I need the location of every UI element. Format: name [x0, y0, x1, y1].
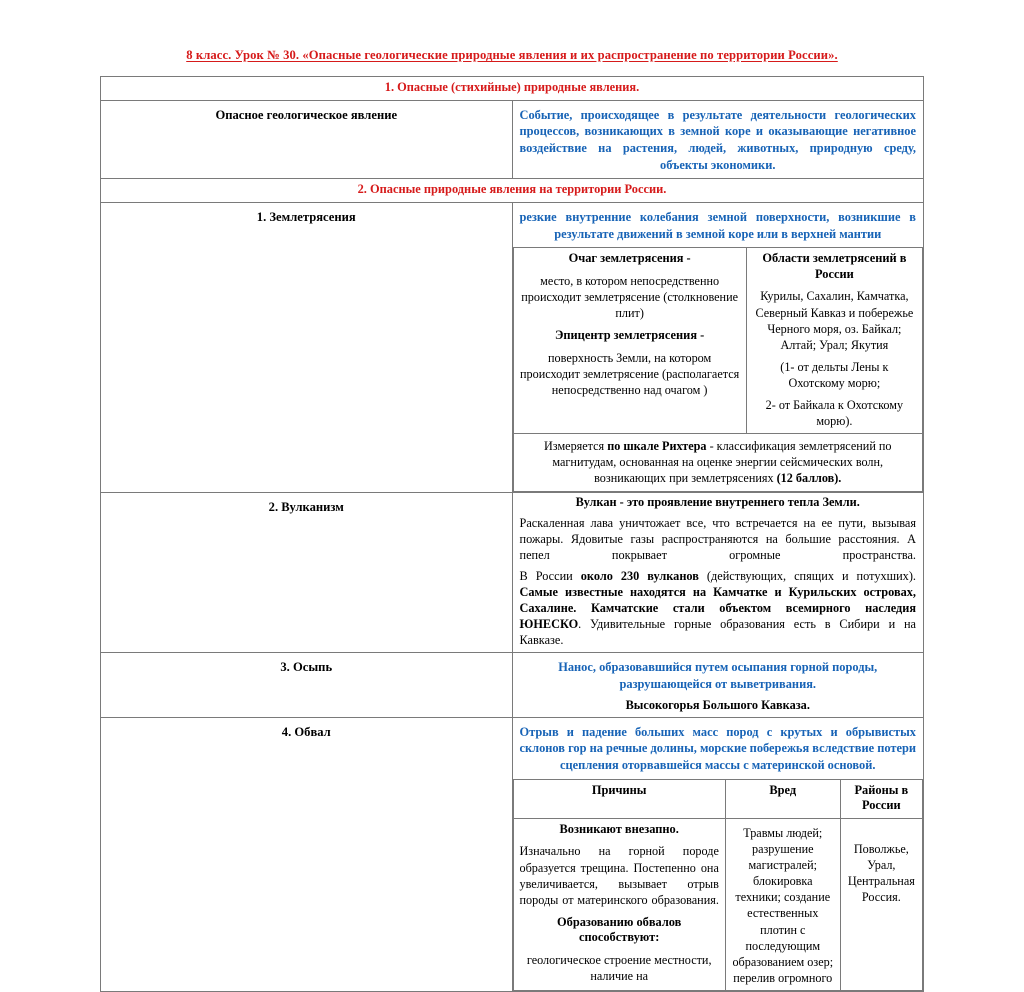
rockfall-harm-header-cell: [725, 779, 840, 818]
volcanism-count: около 230 вулканов: [580, 569, 699, 584]
earthquake-epicenter-header: Эпицентр землетрясения -: [555, 328, 705, 343]
earthquakes-subtable-header-row: [513, 248, 923, 434]
richter-points: (12 баллов).: [776, 471, 842, 486]
earthquakes-definition-text: резкие внутренние колебания земной поверхности, возникшие в результате движений в земной коре или в верхней мантии: [519, 209, 916, 241]
volcanism-p2-e: . Удивительные горные образования есть в Сибири и на Кавказе.: [519, 617, 916, 648]
rockfall-harm-text: Травмы людей; разрушение магистралей; блокировка техники; создание естественных плотин с последующим образованием озер; перелив огромного: [732, 825, 834, 985]
richter-scale-text: [514, 434, 923, 491]
earthquakes-term-cell: [101, 202, 513, 493]
table-row-scree: [101, 653, 924, 717]
definition-term-cell: [101, 100, 513, 179]
rockfall-harm-cell: [725, 818, 840, 990]
earthquake-regions-text: Курилы, Сахалин, Камчатка, Северный Кавказ и побережье Черного моря, оз. Байкал; Алтай; Урал; Якутия: [755, 289, 914, 352]
definition-text-cell: [512, 100, 924, 179]
main-content-table: [100, 76, 924, 992]
earthquakes-content-cell: [512, 202, 924, 493]
rockfall-definition-text: Отрыв и падение больших масс пород с крутых и обрывистых склонов гор на речные долины, морские побережья вследствие потери сцепления оторвавшейся массы с материнской основой.: [519, 724, 916, 773]
section1-heading-text: 1. Опасные (стихийные) природные явления.: [384, 80, 640, 94]
volcanism-famous: Самые известные находятся на Камчатке и Курильских островах, Сахалине. Камчатские стали объектом всемирного наследия ЮНЕСКО: [519, 585, 916, 632]
volcanism-content-cell: [512, 493, 924, 653]
rockfall-term-text: 4. Обвал: [281, 724, 331, 739]
page-title-container: [0, 0, 1024, 76]
earthquake-focus-cell: [513, 248, 746, 434]
scree-region-text: Высокогорья Большого Кавказа.: [625, 697, 810, 712]
table-row-volcanism: [101, 493, 924, 653]
section2-heading-cell: [101, 179, 924, 203]
table-row-definition: [101, 100, 924, 179]
volcanism-paragraph-2: [513, 567, 924, 652]
richter-scale-cell: [513, 434, 923, 492]
rockfall-subtable-header-row: [513, 779, 923, 818]
volcanism-paragraph-1: Раскаленная лава уничтожает все, что встречается на ее пути, вызывая пожары. Ядовитые газы распространяются на большие расстояния. А пепел покрывает огромные пространства.: [519, 516, 916, 563]
volcanism-p2-a: В России: [519, 569, 581, 584]
richter-prefix: Измеряется: [544, 439, 608, 454]
rockfall-subtable: [513, 779, 924, 991]
scree-definition-text: Нанос, образовавшийся путем осыпания горной породы, разрушающейся от выветривания.: [558, 660, 878, 692]
earthquake-regions-header: Области землетрясений в России: [762, 251, 907, 281]
table-row-earthquakes: [101, 202, 924, 493]
earthquake-focus-header: Очаг землетрясения -: [568, 251, 691, 266]
volcanism-term-text: 2. Вулканизм: [268, 500, 344, 515]
section1-heading-cell: [101, 77, 924, 101]
table-row-section1-heading: [101, 77, 924, 101]
scree-content-cell: [512, 653, 924, 717]
rockfall-regions-header-cell: [840, 779, 922, 818]
richter-bold-label: по шкале Рихтера: [607, 439, 707, 454]
rockfall-regions-cell: [840, 818, 922, 990]
richter-body: - классификация землетрясений по магнитудам, основанная на оценке энергии сейсмических волн, возникающих при землетрясениях: [552, 439, 892, 486]
rockfall-regions-text: Поволжье, Урал, Центральная Россия.: [847, 841, 915, 905]
earthquake-regions-note1: (1- от дельты Лены к Охотскому морю;: [780, 359, 889, 390]
rockfall-causes-cell: [513, 818, 725, 990]
section2-heading-text: 2. Опасные природные явления на территории России.: [357, 182, 667, 197]
rockfall-causes-header: Причины: [591, 782, 647, 797]
page-title: 8 класс. Урок № 30. «Опасные геологические природные явления и их распространение по территории России».: [186, 48, 838, 62]
earthquake-regions-note2: 2- от Байкала к Охотскому морю).: [765, 397, 904, 429]
rockfall-content-cell: [512, 717, 924, 991]
rockfall-causes-text: Изначально на горной породе образуется трещина. Постепенно она увеличивается, вызывает отрыв породы от материнского образования.: [519, 844, 719, 907]
rockfall-contributing-text: геологическое строение местности, наличие на: [526, 952, 712, 983]
earthquakes-term-text: 1. Землетрясения: [256, 209, 356, 224]
earthquakes-richter-row: [513, 434, 923, 492]
rockfall-contributing-subhead: Образованию обвалов способствуют:: [557, 914, 682, 945]
table-row-section2-heading: [101, 179, 924, 203]
table-row-rockfall: [101, 717, 924, 991]
volcanism-term-cell: [101, 493, 513, 653]
scree-term-text: 3. Осыпь: [280, 660, 333, 675]
rockfall-harm-header: Вред: [769, 782, 797, 797]
rockfall-causes-header-cell: [513, 779, 725, 818]
definition-term-text: Опасное геологическое явление: [215, 107, 398, 122]
earthquake-regions-cell: [746, 248, 922, 434]
rockfall-regions-header: Районы в России: [854, 782, 909, 813]
rockfall-term-cell: [101, 717, 513, 991]
volcanism-headline: Вулкан - это проявление внутреннего тепла Земли.: [575, 495, 860, 510]
scree-term-cell: [101, 653, 513, 717]
earthquake-epicenter-text: поверхность Земли, на котором происходит землетрясение (располагается непосредственно над очагом ): [520, 350, 740, 397]
earthquakes-subtable: [513, 247, 924, 492]
earthquake-focus-text: место, в котором непосредственно происходит землетрясение (столкновение плит): [521, 273, 738, 321]
volcanism-p2-c: (действующих, спящих и потухших).: [698, 569, 916, 584]
rockfall-causes-subhead: Возникают внезапно.: [559, 821, 679, 836]
definition-body-text: Событие, происходящее в результате деятельности геологических процессов, возникающих в земной коре и оказывающие негативное воздействие на растения, людей, животных, природную среду, объекты экономики.: [519, 107, 916, 172]
rockfall-subtable-body-row: [513, 818, 923, 990]
